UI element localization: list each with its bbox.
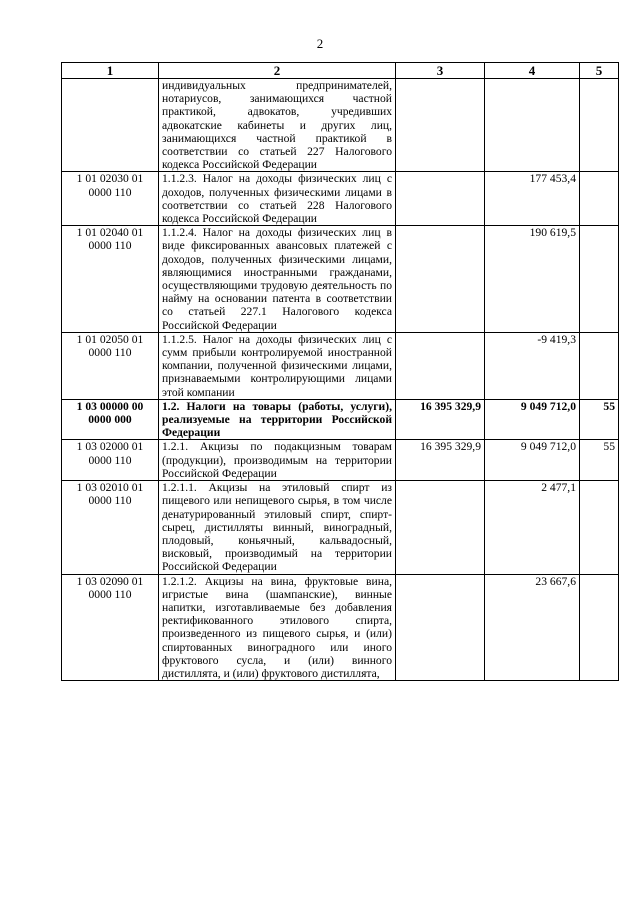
revenue-name: индивидуальных предпринимателей, нотариусов, занимающихся частной практикой, адвокатов, учредивших адвокатские кабинеты и других лиц, занимающихся частной практикой в соответствии со статьей 227 Налогового кодекса Российской Федерации <box>159 79 396 172</box>
col4-value: 177 453,4 <box>485 172 580 226</box>
col3-value <box>396 332 485 399</box>
col5-value <box>580 226 619 333</box>
col5-value <box>580 332 619 399</box>
revenue-name: 1.2.1. Акцизы по подакцизным товарам (продукции), производимым на территории Российской Федерации <box>159 440 396 481</box>
col3-value <box>396 79 485 172</box>
col4-value: 9 049 712,0 <box>485 399 580 440</box>
col3-value <box>396 226 485 333</box>
col3-value: 16 395 329,9 <box>396 440 485 481</box>
budget-code: 1 01 02040 01 0000 110 <box>62 226 159 333</box>
header-col-1: 1 <box>62 63 159 79</box>
budget-code <box>62 79 159 172</box>
page-number: 2 <box>316 36 324 51</box>
table-row <box>62 574 619 681</box>
table-row <box>62 481 619 574</box>
revenue-name: 1.1.2.3. Налог на доходы физических лиц с доходов, полученных физическими лицами в соответствии со статьей 228 Налогового кодекса Российской Федерации <box>159 172 396 226</box>
col5-value <box>580 79 619 172</box>
col4-value: 190 619,5 <box>485 226 580 333</box>
col3-value: 16 395 329,9 <box>396 399 485 440</box>
revenue-name: 1.2.1.1. Акцизы на этиловый спирт из пищевого или непищевого сырья, в том числе денатурированный этиловый спирт, спирт-сырец, дистилляты винный, виноградный, плодовый, коньячный, кальвадосный, висковый, производимый на территории Российской Федерации <box>159 481 396 574</box>
col4-value <box>485 79 580 172</box>
col5-value: 55 <box>580 399 619 440</box>
table-row-section-total <box>62 399 619 440</box>
table-header-row <box>62 63 619 79</box>
table-row <box>62 332 619 399</box>
col5-value <box>580 172 619 226</box>
table-row <box>62 79 619 172</box>
table-row <box>62 226 619 333</box>
revenue-name: 1.2.1.2. Акцизы на вина, фруктовые вина, игристые вина (шампанские), винные напитки, изготавливаемые без добавления ректификованного этилового спирта, произведенного из пищевого сырья, и (или) спиртованных виноградного или иного фруктового сусла, и (или) винного дистиллята, и (или) фруктового дистиллята, <box>159 574 396 681</box>
budget-code: 1 01 02030 01 0000 110 <box>62 172 159 226</box>
col3-value <box>396 574 485 681</box>
col4-value: 9 049 712,0 <box>485 440 580 481</box>
budget-code: 1 03 00000 00 0000 000 <box>62 399 159 440</box>
col3-value <box>396 481 485 574</box>
budget-code: 1 03 02000 01 0000 110 <box>62 440 159 481</box>
table-row <box>62 172 619 226</box>
revenue-name: 1.1.2.4. Налог на доходы физических лиц в виде фиксированных авансовых платежей с доходов, полученных физическими лицами, являющимися иностранными гражданами, осуществляющими трудовую деятельность по найму на основании патента в соответствии со статьей 227.1 Налогового кодекса Российской Федерации <box>159 226 396 333</box>
col5-value: 55 <box>580 440 619 481</box>
col4-value: 2 477,1 <box>485 481 580 574</box>
budget-code: 1 01 02050 01 0000 110 <box>62 332 159 399</box>
col4-value: 23 667,6 <box>485 574 580 681</box>
budget-code: 1 03 02010 01 0000 110 <box>62 481 159 574</box>
col3-value <box>396 172 485 226</box>
budget-code: 1 03 02090 01 0000 110 <box>62 574 159 681</box>
col5-value <box>580 574 619 681</box>
revenue-name: 1.1.2.5. Налог на доходы физических лиц с сумм прибыли контролируемой иностранной компании, полученной физическими лицами, признаваемыми контролирующими лицами этой компании <box>159 332 396 399</box>
header-col-5: 5 <box>580 63 619 79</box>
header-col-2: 2 <box>159 63 396 79</box>
revenue-name: 1.2. Налоги на товары (работы, услуги), реализуемые на территории Российской Федерации <box>159 399 396 440</box>
revenue-table <box>61 62 619 681</box>
table-row <box>62 440 619 481</box>
col5-value <box>580 481 619 574</box>
header-col-3: 3 <box>396 63 485 79</box>
header-col-4: 4 <box>485 63 580 79</box>
col4-value: -9 419,3 <box>485 332 580 399</box>
